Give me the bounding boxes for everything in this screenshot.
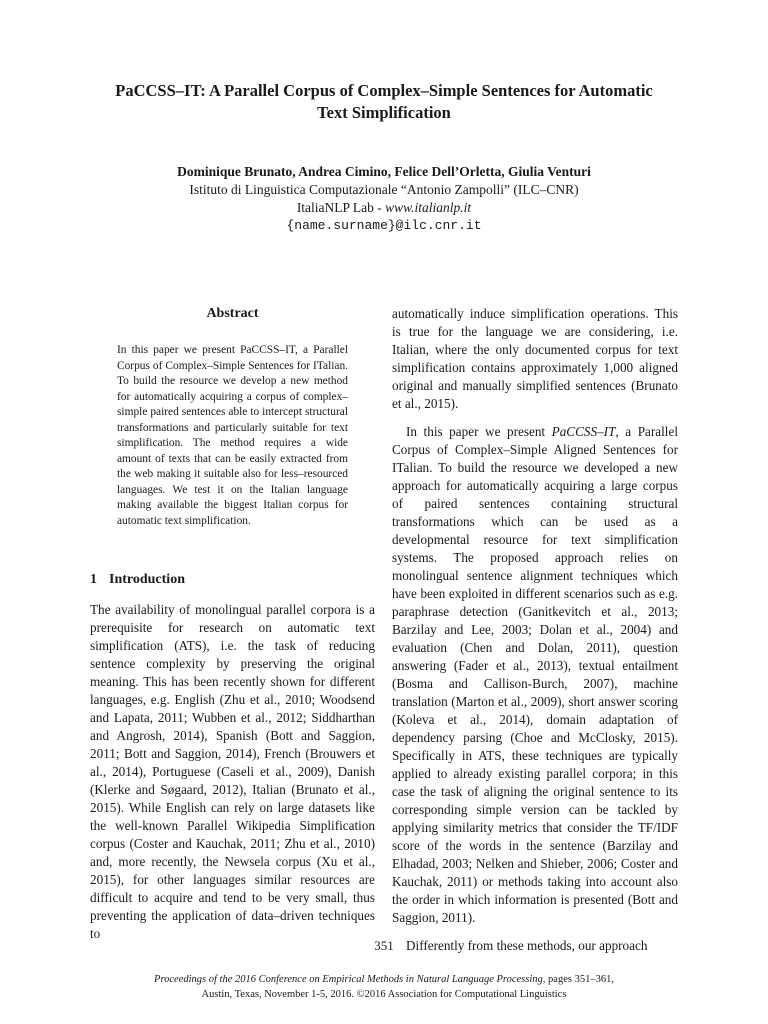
author-names: Dominique Brunato, Andrea Cimino, Felice Dell’Orletta, Giulia Venturi xyxy=(177,164,591,179)
footer-line-1 xyxy=(0,972,768,987)
author-email: {name.surname}@ilc.cnr.it xyxy=(286,218,482,233)
footer-pages: , pages 351–361, xyxy=(542,974,614,985)
page-number: 351 xyxy=(374,938,394,953)
abstract-body: In this paper we present PaCCSS–IT, a Parallel Corpus of Complex–Simple Sentences for ITalian. To build the resource we develop a new method for automatically acquiring a corpus of complex–simple paired sentences able to intercept structural transformations and particularly suitable for text simplification. The method requires a wide amount of texts that can be easily extracted from the web making it suitable also for less–resourced languages. We test it on the Italian language making available the biggest Italian corpus for automatic text simplification. xyxy=(117,344,348,527)
lab-prefix: ItaliaNLP Lab - xyxy=(296,200,386,215)
title-line-2: Text Simplification xyxy=(317,103,451,122)
section-title: Introduction xyxy=(109,572,185,587)
section-heading-introduction xyxy=(90,572,185,588)
section-number: 1 xyxy=(90,572,97,587)
lab-line xyxy=(60,199,708,217)
para2-prefix: In this paper we present xyxy=(406,424,552,439)
footer-venue: Proceedings of the 2016 Conference on Empirical Methods in Natural Language Processing xyxy=(154,974,543,985)
right-column xyxy=(392,305,678,955)
right-paragraph-2 xyxy=(392,423,678,927)
title-line-1: PaCCSS–IT: A Parallel Corpus of Complex–Simple Sentences for Automatic xyxy=(115,81,653,100)
abstract-heading: Abstract xyxy=(206,306,259,321)
lab-url-link[interactable]: www.italianlp.it xyxy=(385,200,472,215)
right-paragraph-3: Differently from these methods, our approach xyxy=(406,938,648,953)
author-block xyxy=(60,163,708,235)
paper-title xyxy=(60,80,708,124)
right-paragraph-1: automatically induce simplification operations. This is true for the language we are considering, i.e. Italian, where the only documented corpus for text simplification contains approximately 1,000 aligned original and manually simplified sentences (Brunato et al., 2015). xyxy=(392,306,678,411)
proceedings-footer xyxy=(0,972,768,1002)
corpus-name: PaCCSS–IT xyxy=(551,424,616,439)
affiliation: Istituto di Linguistica Computazionale “Antonio Zampolli” (ILC–CNR) xyxy=(189,182,579,197)
introduction-paragraph: The availability of monolingual parallel corpora is a prerequisite for research on automatic text simplification (ATS), i.e. the task of reducing sentence complexity by preserving the original meaning. This has been recently shown for different languages, e.g. English (Zhu et al., 2010; Woodsend and Lapata, 2011; Wubben et al., 2012; Siddharthan and Angrosh, 2014), Spanish (Bott and Saggion, 2011; Bott and Saggion, 2014), French (Brouwers et al., 2014), Portuguese (Caseli et al., 2009), Danish (Klerke and Søgaard, 2012), Italian (Brunato et al., 2015). While English can rely on large datasets like the well-known Parallel Wikipedia Simplification corpus (Coster and Kauchak, 2011; Zhu et al., 2010) and, more recently, the Newsela corpus (Xu et al., 2015), for other languages similar resources are difficult to acquire and tend to be very small, thus preventing the application of data–driven techniques to xyxy=(90,602,375,941)
para2-rest: , a Parallel Corpus of Complex–Simple Aligned Sentences for ITalian. To build the resource we developed a new approach for automatically acquiring a large corpus of paired sentences containing structural transformations which can be used as a developmental resource for text simplification systems. The proposed approach relies on monolingual sentence alignment techniques which have been exploited in different scenarios such as e.g. paraphrase detection (Ganitkevitch et al., 2013; Barzilay and Lee, 2003; Dolan et al., 2004) and evaluation (Chen and Dolan, 2011), question answering (Fader et al., 2013), textual entailment (Bosma and Callison-Burch, 2007), machine translation (Marton et al., 2009), short answer scoring (Koleva et al., 2014), domain adaptation of dependency parsing (Choe and McClosky, 2015). Specifically in ATS, these techniques are typically applied to already existing parallel corpora; in this case the task of aligning the original sentence to its corresponding simple version can be tackled by applying similarity metrics that consider the TF/IDF score of the words in the sentence (Barzilay and Elhadad, 2003; Nelken and Shieber, 2006; Coster and Kauchak, 2011) or methods taking into account also the order in which information is presented (Bott and Saggion, 2011). xyxy=(392,424,678,925)
footer-line-2: Austin, Texas, November 1-5, 2016. ©2016 Association for Computational Linguistics xyxy=(201,989,567,1000)
